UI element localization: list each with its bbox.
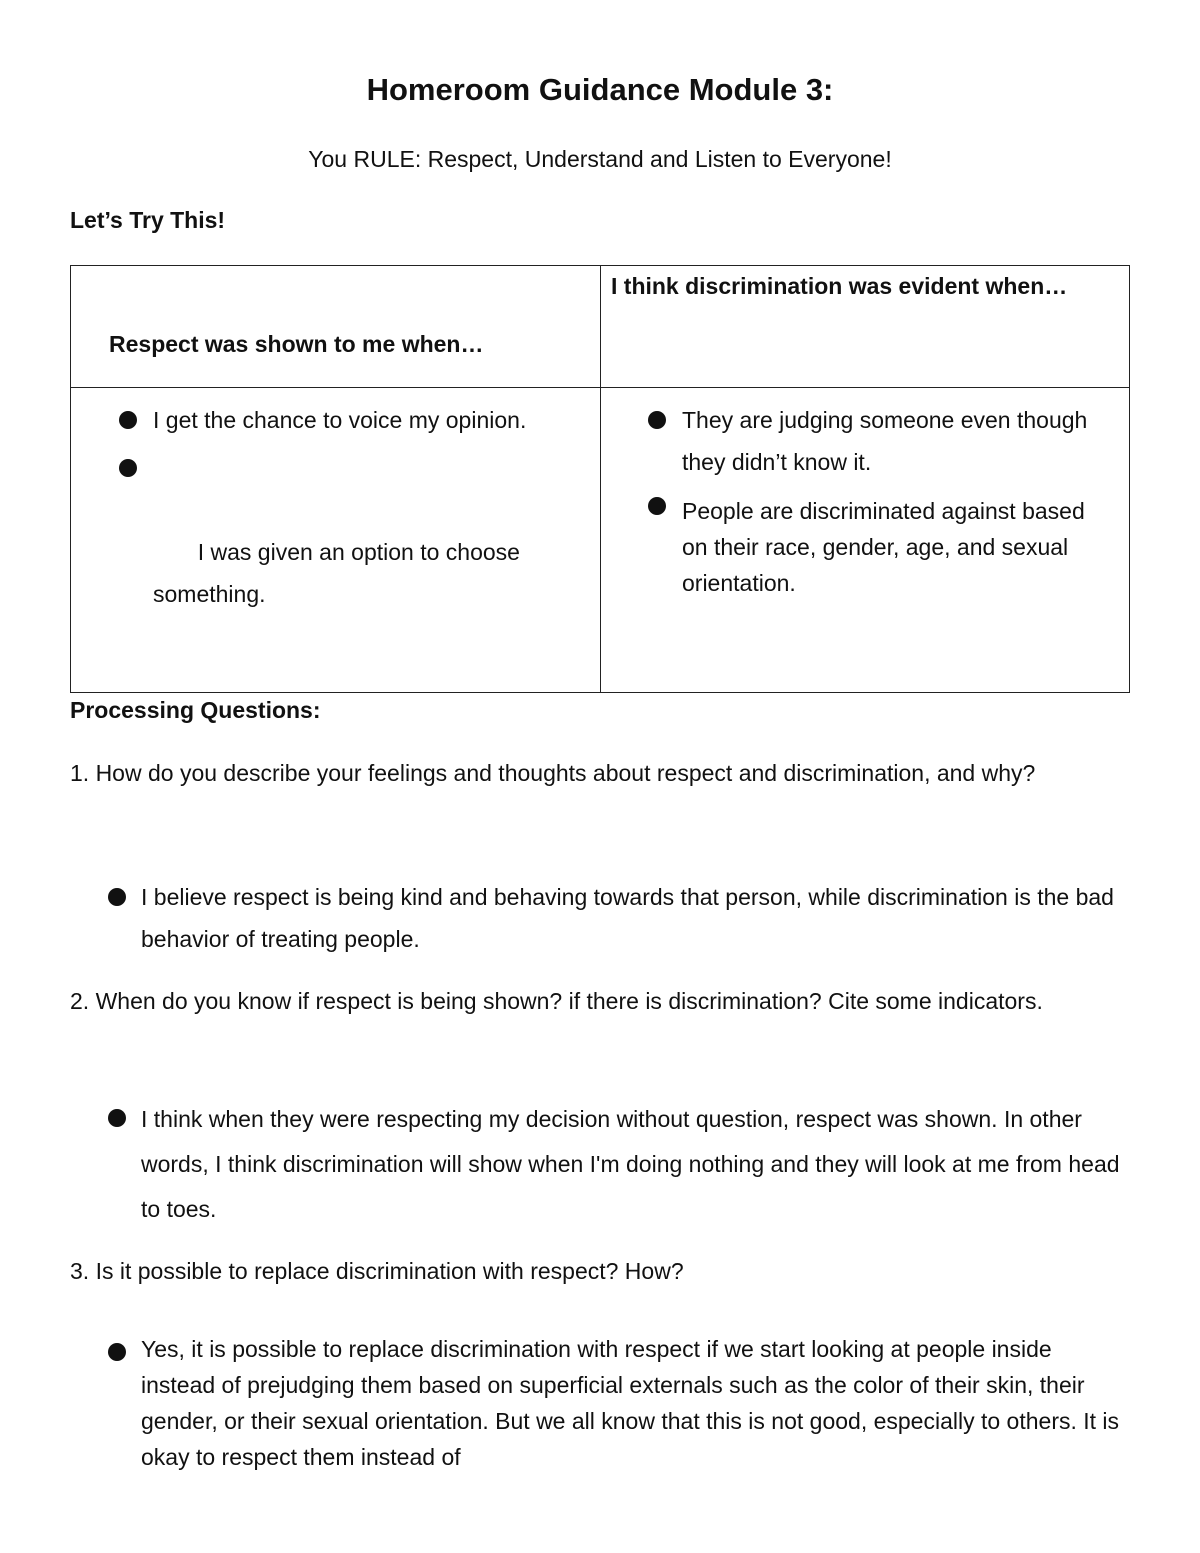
table-row-divider	[71, 387, 1129, 388]
discrimination-list	[638, 399, 1108, 601]
list-item-text: I get the chance to voice my opinion.	[153, 407, 527, 433]
bullet-icon	[119, 411, 137, 429]
bullet-icon	[119, 459, 137, 477]
table-column-divider	[600, 266, 601, 692]
answer-3	[100, 1331, 1130, 1475]
list-item	[638, 489, 1108, 601]
answer-text: I think when they were respecting my decision without question, respect was shown. In other words, I think discrimination will show when I'm doing nothing and they will look at me from head to toes.	[141, 1106, 1120, 1222]
answer-2	[100, 1097, 1130, 1232]
activity-table	[70, 265, 1130, 693]
bullet-icon	[648, 411, 666, 429]
answer-text: Yes, it is possible to replace discrimination with respect if we start looking at people inside instead of prejudging them based on superficial externals such as the color of their skin, their gender, or their sexual orientation. But we all know that this is not good, especially to others. It is okay to respect them instead of	[141, 1336, 1120, 1470]
document-title: Homeroom Guidance Module 3:	[366, 72, 834, 107]
question-3: 3. Is it possible to replace discrimination with respect? How?	[70, 1258, 684, 1284]
question-1: 1. How do you describe your feelings and thoughts about respect and discrimination, and why?	[70, 760, 1036, 786]
question-2: 2. When do you know if respect is being shown? if there is discrimination? Cite some indicators.	[70, 988, 1043, 1014]
list-item	[638, 399, 1108, 483]
bullet-icon	[108, 1109, 126, 1127]
list-item	[109, 447, 579, 657]
lets-try-heading: Let’s Try This!	[70, 207, 226, 233]
list-item	[109, 399, 579, 441]
answer-text: I believe respect is being kind and behaving towards that person, while discrimination is the bad behavior of treating people.	[141, 884, 1114, 952]
bullet-icon	[648, 497, 666, 515]
document-subtitle: You RULE: Respect, Understand and Listen to Everyone!	[308, 146, 892, 172]
respect-list	[109, 399, 579, 657]
table-header-respect: Respect was shown to me when…	[109, 331, 484, 357]
list-item-text: People are discriminated against based on their race, gender, age, and sexual orientation.	[682, 498, 1085, 596]
answer-1	[100, 876, 1130, 960]
list-item-text: They are judging someone even though they didn’t know it.	[682, 407, 1088, 475]
list-item-text: I was given an option to choose something.	[153, 539, 527, 607]
table-header-discrimination: I think discrimination was evident when…	[611, 273, 1068, 299]
processing-questions-heading: Processing Questions:	[70, 697, 321, 723]
bullet-icon	[108, 888, 126, 906]
bullet-icon	[108, 1343, 126, 1361]
